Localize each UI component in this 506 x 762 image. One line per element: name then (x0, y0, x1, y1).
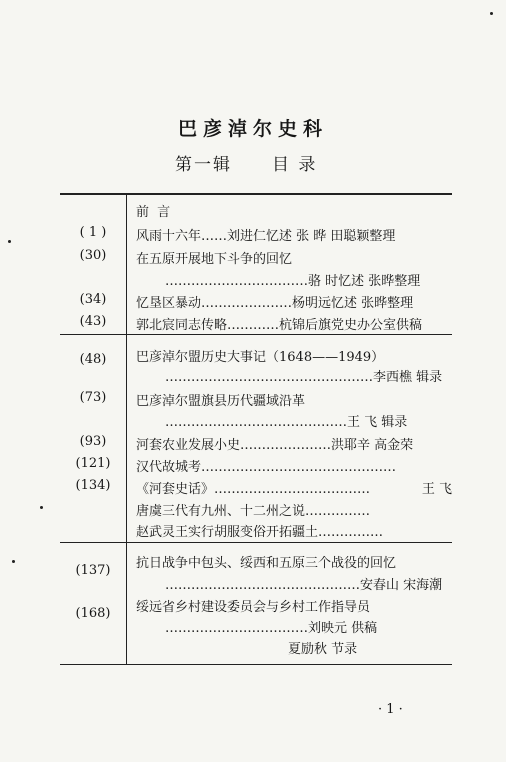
section-label: 目 录 (272, 155, 318, 175)
toc-entry: 河套农业发展小史…………………洪耶辛 高金荣 (136, 438, 414, 453)
toc-entry-credit: ……………………………………王 飞 辑录 (165, 415, 408, 430)
toc-page-number: (93) (79, 434, 107, 449)
toc-entry-credit: …………………………………………李西樵 辑录 (165, 370, 443, 385)
toc-page-number: (73) (79, 390, 107, 405)
toc-subtitle (175, 150, 317, 175)
toc-entry: 巴彦淖尔盟旗县历代疆域沿革 (136, 394, 306, 409)
toc-entry: 汉代故城考……………………………………… (136, 460, 397, 475)
toc-entry: 抗日战争中包头、绥西和五原三个战役的回忆 (136, 556, 397, 571)
toc-page-number: (30) (79, 248, 107, 263)
scan-speck (490, 12, 493, 15)
page-number: · 1 · (378, 702, 403, 717)
number-column-divider (126, 195, 127, 665)
toc-entry-credit: ……………………………刘映元 供稿 (165, 621, 378, 636)
toc-page-number: (34) (79, 292, 107, 307)
scan-speck (40, 506, 43, 509)
section-divider (60, 334, 452, 335)
toc-subentry: 唐虞三代有九州、十二州之说…………… (136, 504, 371, 519)
journal-title: 巴彦淖尔史科 (177, 118, 328, 140)
toc-page-number: (121) (75, 456, 111, 471)
toc-preface: 前 言 (136, 205, 173, 220)
toc-entry: 忆垦区暴动…………………杨明远忆述 张晔整理 (136, 296, 414, 311)
section-divider (60, 542, 452, 543)
toc-entry: 巴彦淖尔盟历史大事记（1648——1949） (136, 350, 385, 365)
toc-entry-credit: 夏励秋 节录 (288, 642, 358, 657)
toc-page-number: (43) (79, 314, 107, 329)
toc-entry-author: 王 飞 (421, 482, 452, 497)
toc-subentry: 赵武灵王实行胡服变俗开拓疆土…………… (136, 525, 384, 540)
toc-entry: 在五原开展地下斗争的回忆 (136, 252, 293, 267)
toc-entry: 风雨十六年……刘进仁忆述 张 晔 田聪颖整理 (136, 229, 396, 244)
toc-entry: 郭北宸同志传略…………杭锦后旗党史办公室供稿 (136, 318, 423, 333)
top-rule (60, 193, 452, 195)
toc-page-number: (48) (79, 352, 107, 367)
toc-page-number: (137) (75, 563, 111, 578)
scan-speck (12, 560, 15, 563)
toc-entry: 《河套史话》……………………………… (136, 482, 371, 497)
scan-speck (8, 240, 11, 243)
bottom-rule (60, 664, 452, 665)
volume-label: 第一辑 (175, 155, 232, 175)
toc-entry-credit: ……………………………骆 时忆述 张晔整理 (165, 274, 421, 289)
toc-page-number: ( 1 ) (79, 225, 107, 240)
toc-entry: 绥远省乡村建设委员会与乡村工作指导员 (136, 600, 371, 615)
toc-entry-credit: ………………………………………安春山 宋海潮 (165, 578, 443, 593)
toc-page-number: (168) (75, 606, 111, 621)
toc-page-number: (134) (75, 478, 111, 493)
